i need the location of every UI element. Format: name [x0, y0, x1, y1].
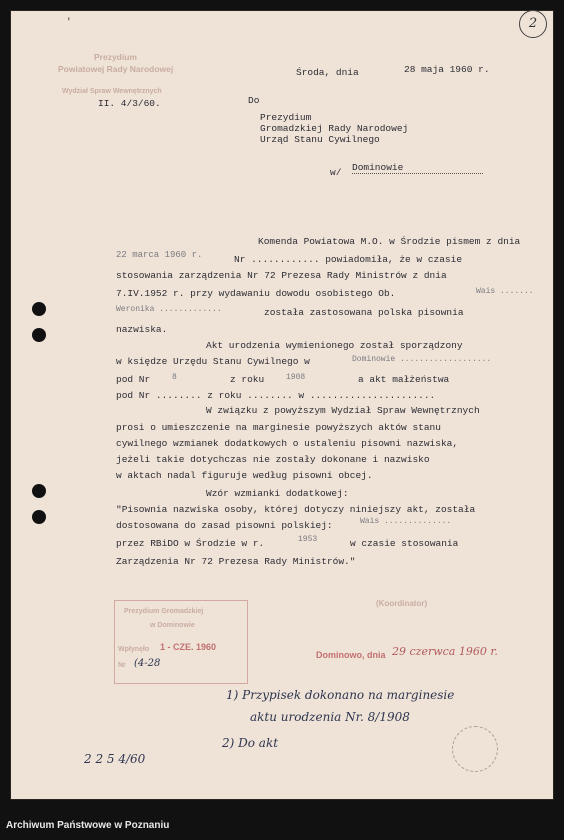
faint-header-1: Prezydium [94, 52, 137, 62]
body-line-6: nazwiska. [116, 324, 168, 335]
to-label: Do [248, 95, 260, 106]
body-line-20: Zarządzenia Nr 72 Prezesa Rady Ministrów." [116, 556, 356, 567]
body-line-10: pod Nr ........ z roku ........ w ...................... [116, 390, 436, 401]
addressee-place: Dominowie [352, 162, 483, 174]
body-line-12: prosi o umieszczenie na marginesie powyższych aktów stanu [116, 422, 441, 433]
body-line-4-fill: Wais ....... [476, 287, 534, 296]
body-line-18-fill: Wais .............. [360, 517, 452, 526]
body-line-14: jeżeli takie dotychczas nie zostały dokonane i nazwisko [116, 454, 430, 465]
body-line-7: Akt urodzenia wymienionego został sporządzony [206, 340, 463, 351]
stamp-received-label: Wpłynęło [118, 646, 150, 653]
faint-header-2: Powiatowej Rady Narodowej [58, 64, 174, 74]
page-number: 2 [519, 10, 547, 38]
body-line-19-year: 1953 [298, 535, 318, 544]
addressee-3: Urząd Stanu Cywilnego [260, 134, 380, 145]
punch-hole [32, 328, 46, 342]
hand-note-1: 1) Przypisek dokonano na marginesie [226, 688, 455, 702]
archive-footer [0, 812, 564, 840]
stamp-number-hand: (4-28 [134, 658, 161, 669]
body-line-2: Nr ............ powiadomiła, że w czasie [234, 254, 463, 265]
body-line-9b: z roku [230, 374, 265, 385]
body-line-5-fill: Weronika ............. [116, 305, 222, 314]
body-line-8-fill: Dominowie ................... [352, 355, 492, 364]
stamp-line-2: w Dominowie [150, 622, 195, 629]
body-line-19b: w czasie stosowania [350, 538, 459, 549]
top-mark: ' [66, 16, 72, 27]
punch-hole [32, 484, 46, 498]
stamp-line-1: Prezydium Gromadzkiej [124, 608, 204, 615]
body-line-17: "Pisownia nazwiska osoby, której dotyczy niniejszy akt, została [116, 504, 476, 515]
body-line-3: stosowania zarządzenia Nr 72 Prezesa Rady Ministrów z dnia [116, 270, 447, 281]
date-value: 28 maja 1960 r. [404, 64, 490, 75]
place-date-label: Środa, dnia [296, 67, 359, 78]
body-line-16: Wzór wzmianki dodatkowej: [206, 488, 349, 499]
faint-header-3: Wydział Spraw Wewnętrznych [62, 88, 162, 95]
body-line-8: w księdze Urzędu Stanu Cywilnego w [116, 356, 310, 367]
addressee-1: Prezydium [260, 112, 312, 123]
body-line-5: została zastosowana polska pisownia [264, 307, 464, 318]
body-line-9-year: 1908 [286, 373, 306, 382]
hand-note-2: 2) Do akt [222, 736, 279, 750]
hand-margin-ref: 2 2 5 4/60 [84, 752, 146, 766]
addressee-2: Gromadzkiej Rady Narodowej [260, 123, 409, 134]
body-line-4: 7.IV.1952 r. przy wydawaniu dowodu osobistego Ob. [116, 288, 396, 299]
body-line-13: cywilnego wzmianek dodatkowych o ustaleniu pisowni nazwiska, [116, 438, 459, 449]
body-line-2-date: 22 marca 1960 r. [116, 250, 203, 260]
body-line-11: W związku z powyższym Wydział Spraw Wewnętrznych [206, 405, 480, 416]
punch-hole [32, 302, 46, 316]
hand-note-1b: aktu urodzenia Nr. 8/1908 [250, 710, 410, 724]
addressee-w: w/ [330, 167, 342, 178]
body-line-15: w aktach nadal figuruje według pisowni obcej. [116, 470, 373, 481]
stamp-number-label: Nr [118, 662, 126, 669]
signature-faint: (Koordinator) [376, 599, 428, 608]
round-seal [452, 726, 498, 772]
body-line-19a: przez RBiDO w Środzie w r. [116, 538, 265, 549]
body-line-1: Komenda Powiatowa M.O. w Środzie pismem z dnia [258, 236, 521, 247]
body-line-18: dostosowana do zasad pisowni polskiej: [116, 520, 333, 531]
body-line-9-nr: 8 [172, 373, 177, 382]
body-line-9a: pod Nr [116, 374, 151, 385]
place-stamp-date: 29 czerwca 1960 r. [392, 645, 498, 658]
body-line-9c: a akt małżeństwa [358, 374, 450, 385]
place-stamp: Dominowo, dnia [316, 650, 386, 660]
reference-number: II. 4/3/60. [98, 98, 161, 109]
punch-hole [32, 510, 46, 524]
stamp-received-date: 1 - CZE. 1960 [160, 642, 217, 652]
archive-name: Archiwum Państwowe w Poznaniu [6, 820, 170, 831]
